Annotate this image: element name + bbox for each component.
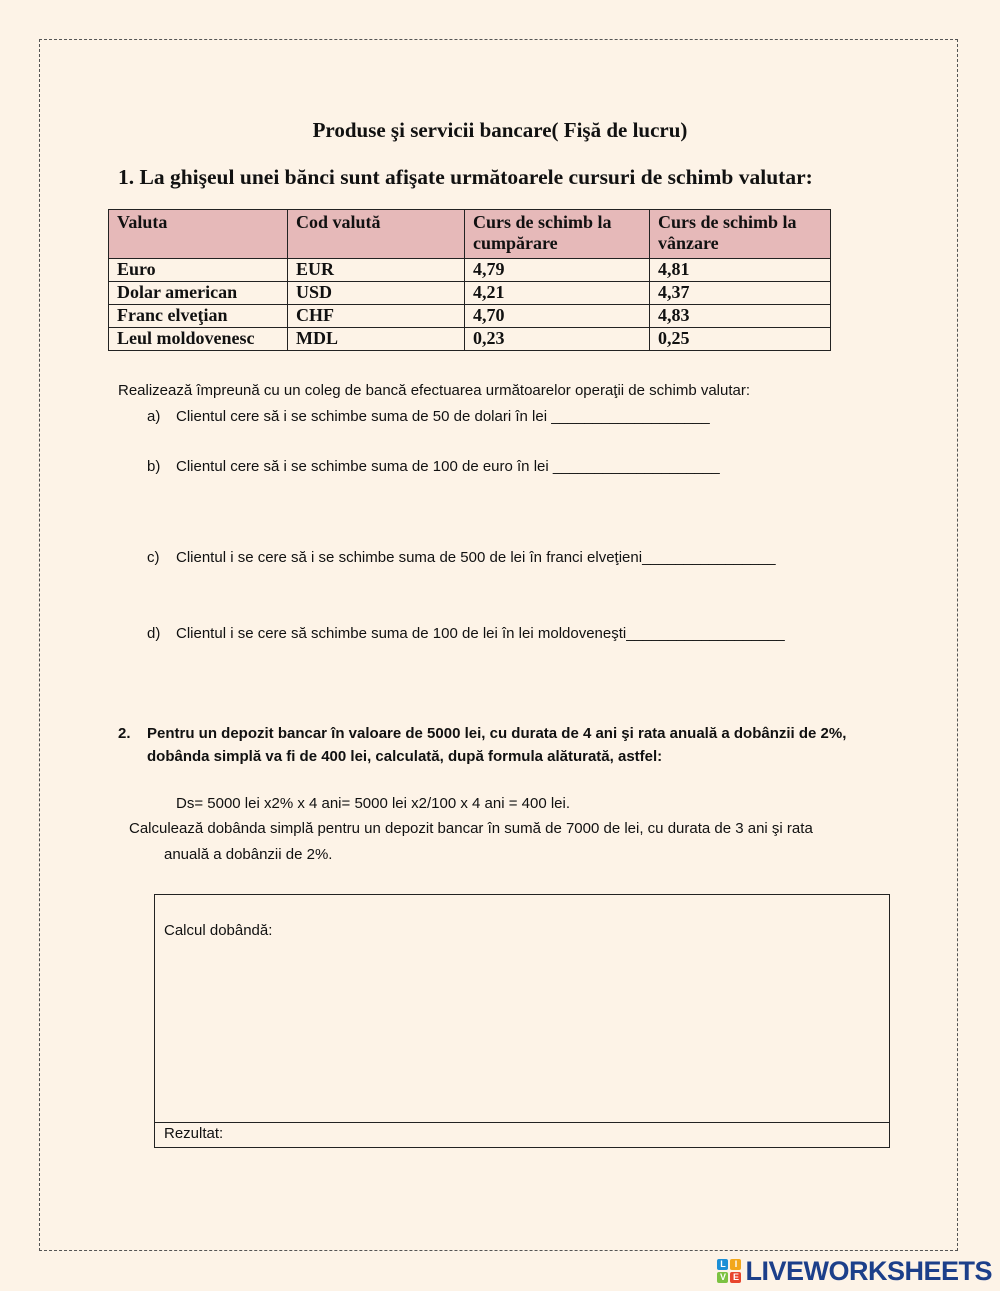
item-letter: d) — [147, 625, 161, 642]
cell-code: MDL — [288, 328, 465, 351]
question-1-heading: 1. La ghişeul unei bănci sunt afişate următoarele cursuri de schimb valutar: — [118, 165, 813, 189]
calculation-divider — [155, 1122, 889, 1123]
logo-letter-l: L — [717, 1259, 728, 1270]
exercise-item-d — [147, 625, 785, 642]
cell-code: CHF — [288, 305, 465, 328]
table-header-row — [109, 210, 831, 259]
item-text: Clientul i se cere să i se schimbe suma de 500 de lei în franci elveţieni________________ — [176, 549, 776, 566]
cell-currency: Franc elveţian — [109, 305, 288, 328]
cell-sell-rate: 0,25 — [650, 328, 831, 351]
item-letter: b) — [147, 458, 161, 475]
question-2-line-1 — [118, 725, 846, 742]
exercise-item-c — [147, 549, 776, 566]
item-text: Clientul i se cere să schimbe suma de 100 de lei în lei moldoveneşti___________________ — [176, 625, 785, 642]
cell-sell-rate: 4,83 — [650, 305, 831, 328]
cell-code: USD — [288, 282, 465, 305]
cell-buy-rate: 4,21 — [465, 282, 650, 305]
calculation-label: Calcul dobândă: — [164, 922, 273, 939]
calculation-box — [154, 894, 890, 1148]
cell-sell-rate: 4,37 — [650, 282, 831, 305]
liveworksheets-logo[interactable] — [717, 1256, 992, 1286]
question-2-text-2: dobânda simplă va fi de 400 lei, calculată, după formula alăturată, astfel: — [147, 748, 663, 765]
logo-letter-i: I — [730, 1259, 741, 1270]
item-text: Clientul cere să i se schimbe suma de 100 de euro în lei ____________________ — [176, 458, 720, 475]
question-2-text-1: Pentru un depozit bancar în valoare de 5000 lei, cu durata de 4 ani şi rata anuală a dobânzii de 2%, — [147, 725, 847, 742]
logo-letter-e: E — [730, 1272, 741, 1283]
item-text: Clientul cere să i se schimbe suma de 50 de dolari în lei ___________________ — [176, 408, 710, 425]
result-label: Rezultat: — [164, 1125, 224, 1142]
cell-buy-rate: 0,23 — [465, 328, 650, 351]
task-line-1: Calculează dobânda simplă pentru un depozit bancar în sumă de 7000 de lei, cu durata de 3 ani şi rata — [129, 820, 813, 837]
logo-squares-icon — [717, 1259, 741, 1283]
logo-letter-v: V — [717, 1272, 728, 1283]
question-2-number: 2. — [118, 725, 131, 742]
cell-sell-rate: 4,81 — [650, 259, 831, 282]
item-letter: a) — [147, 408, 161, 425]
exchange-rate-table — [108, 209, 831, 351]
interest-formula: Ds= 5000 lei x2% x 4 ani= 5000 lei x2/100 x 4 ani = 400 lei. — [176, 795, 571, 812]
table-row — [109, 282, 831, 305]
cell-code: EUR — [288, 259, 465, 282]
task-line-2: anuală a dobânzii de 2%. — [164, 846, 333, 863]
cell-buy-rate: 4,79 — [465, 259, 650, 282]
header-cod-valuta: Cod valută — [288, 210, 465, 259]
table-row — [109, 328, 831, 351]
cell-currency: Euro — [109, 259, 288, 282]
header-curs-vanzare: Curs de schimb la vânzare — [650, 210, 831, 259]
exercise-item-a — [147, 408, 710, 425]
exercise-item-b — [147, 458, 720, 475]
item-letter: c) — [147, 549, 160, 566]
cell-buy-rate: 4,70 — [465, 305, 650, 328]
table-row — [109, 259, 831, 282]
table-row — [109, 305, 831, 328]
header-valuta: Valuta — [109, 210, 288, 259]
exchange-instruction: Realizează împreună cu un coleg de bancă efectuarea următoarelor operaţii de schimb valutar: — [118, 382, 751, 399]
cell-currency: Leul moldovenesc — [109, 328, 288, 351]
header-curs-cumparare: Curs de schimb la cumpărare — [465, 210, 650, 259]
cell-currency: Dolar american — [109, 282, 288, 305]
worksheet-title: Produse şi servicii bancare( Fişă de lucru) — [312, 118, 688, 142]
logo-text: LIVEWORKSHEETS — [745, 1255, 992, 1286]
